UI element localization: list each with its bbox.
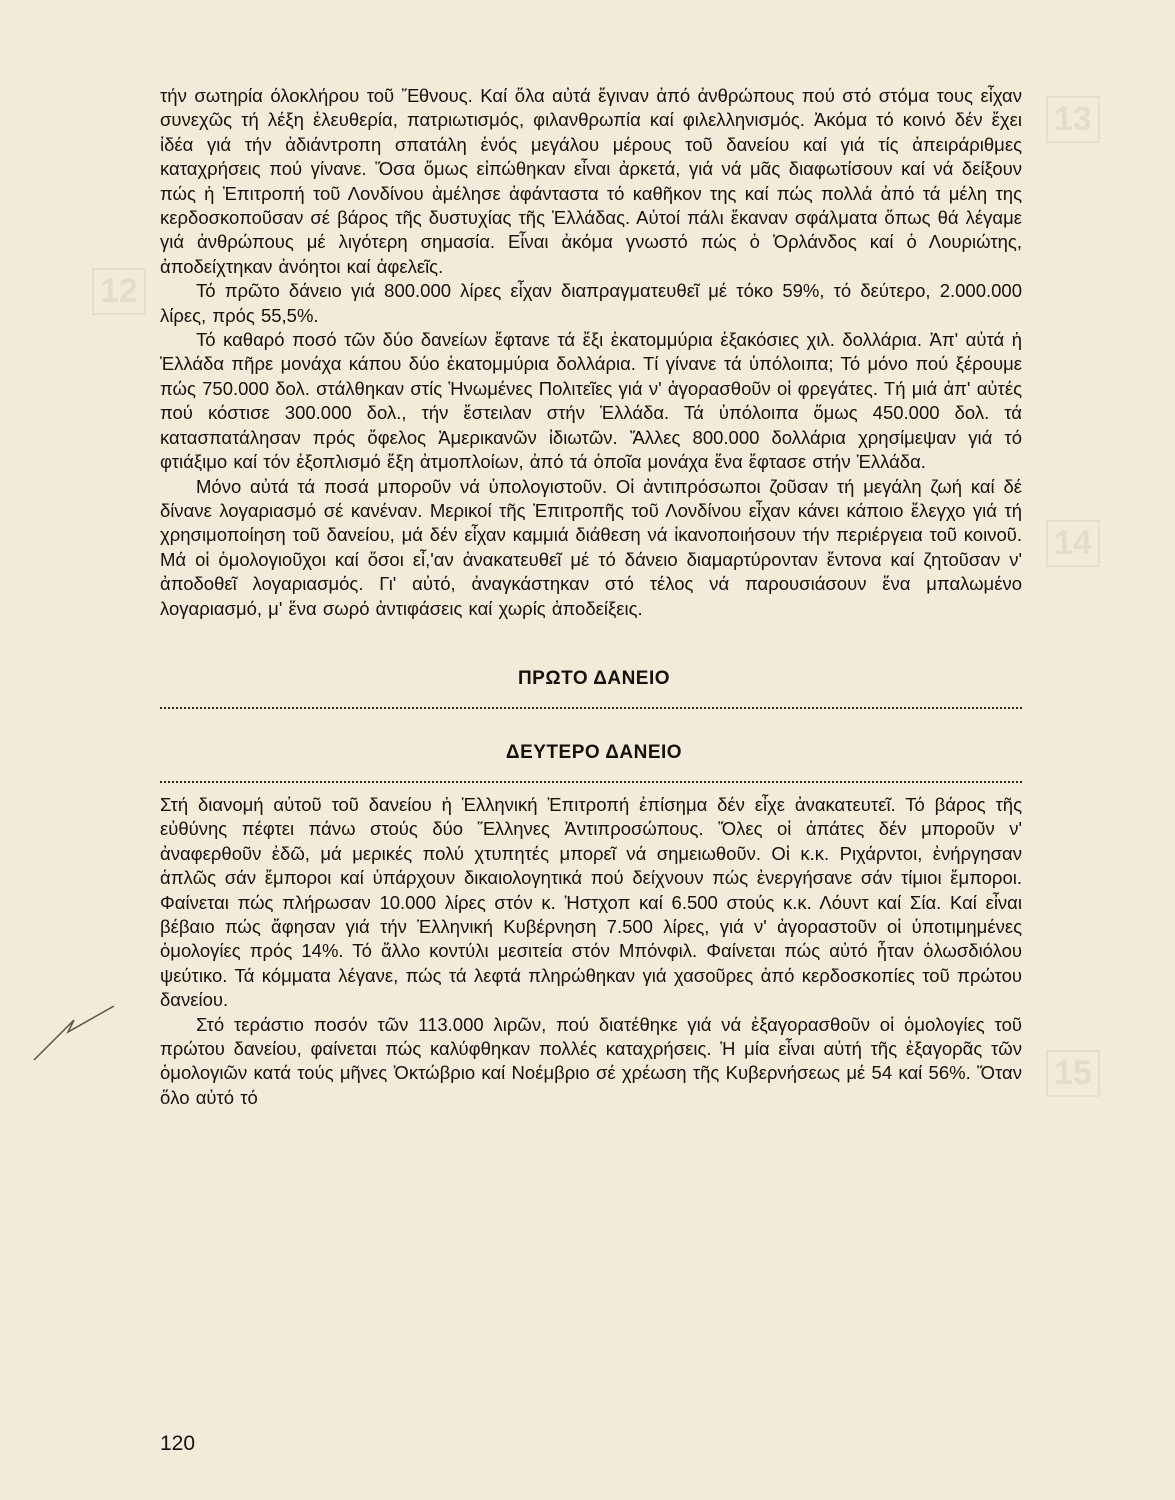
paragraph: τήν σωτηρία όλοκλήρου τοῦ Ἔθνους. Καί ὅλα αὐτά ἔγιναν ἀπό ἀνθρώπους πού στό στόμα τους εἶχαν συνεχῶς τή λέξη ἐλευθερία, πατριωτισμός, φιλανθρωπία καί φιλελληνισμός. Ἀκόμα τό κοινό δέν ἔχει ἰδέα γιά τήν ἀδιάντροπη σπατάλη ἑνός μεγάλου μέρους τοῦ δανείου καί γιά τίς ἀπειράριθμες καταχρήσεις πού γίνανε. Ὅσα ὅμως εἰπώθηκαν εἶναι ἀρκετά, γιά νά μᾶς διαφωτίσουν καί νά δείξουν πώς ἡ Ἐπιτροπή τοῦ Λονδίνου ἀμέλησε ἀφάνταστα τό καθῆκον της καί πώς πολλά ἀπό τά μέλη της κερδοσκοποῦσαν σέ βάρος τῆς δυστυχίας τῆς Ἑλλάδας. Αὐτοί πάλι ἔκαναν σφάλματα ὅπως θά λέγαμε γιά ἀνθρώπους μέ λιγότερη σημασία. Εἶναι ἀκόμα γνωστό πώς ὁ Ὀρλάνδος καί ὁ Λουριώτης, ἀποδείχτηκαν ἀνόητοι καί ἀφελεῖς.: [160, 85, 1022, 277]
section-heading: ΔΕΥΤΕΡΟ ΔΑΝΕΙΟ: [505, 741, 683, 763]
text-body: [160, 84, 1022, 1110]
section-heading: ΠΡΩΤΟ ΔΑΝΕΙΟ: [517, 667, 671, 689]
paragraph: Στή διανομή αὐτοῦ τοῦ δανείου ἡ Ἑλληνική Ἐπιτροπή ἐπίσημα δέν εἶχε ἀνακατευτεῖ. Τό βάρος τῆς εὐθύνης πέφτει πάνω στούς δύο Ἕλληνες Ἀντιπροσώπους. Ὅλες οἱ ἀπάτες δέν μποροῦν ν' ἀναφερθοῦν ἐδῶ, μά μερικές πολύ χτυπητές μπορεῖ νά σημειωθοῦν. Οἱ κ.κ. Ριχάρντοι, ἐνήργησαν ἁπλῶς σάν ἔμποροι καί ὑπάρχουν δικαιολογητικά πού δείχνουν πώς ἐνεργήσανε σάν τίμιοι ἔμποροι. Φαίνεται πώς πλήρωσαν 10.000 λίρες στόν κ. Ἠστχοπ καί 6.500 στούς κ.κ. Λόυντ καί Σία. Καί εἶναι βέβαιο πώς ἄφησαν γιά τήν Ἑλληνική Κυβέρνηση 7.500 λίρες, γιά ν' ἀγοραστοῦν οἱ ὑποτιμημένες ὁμολογίες πρός 14%. Τό ἄλλο κοντύλι μεσιτεία στόν Μπόνφιλ. Φαίνεται πώς αὐτό ἦταν ὁλωσδιόλου ψεύτικο. Τά κόμματα λέγανε, πώς τά λεφτά πληρώθηκαν γιά χασοῦρες ἀπό κερδοσκοπίες τοῦ πρώτου δανείου.: [160, 793, 1022, 1011]
dotted-divider: [160, 707, 1022, 709]
paragraph: Στό τεράστιο ποσόν τῶν 113.000 λιρῶν, πού διατέθηκε γιά νά ἐξαγορασθοῦν οἱ ὁμολογίες τοῦ πρώτου δανείου, φαίνεται πώς καλύφθηκαν πολλές καταχρήσεις. Ἡ μία εἶναι αὐτή τῆς ἐξαγορᾶς τῶν ὁμολογιῶν κατά τούς μῆνες Ὀκτώβριο καί Νοέμβριο σέ χρέωση τῆς Κυβερνήσεως μέ 54 καί 56%. Ὅταν ὅλο αὐτό τό: [160, 1013, 1022, 1108]
page-number: 120: [160, 1432, 196, 1455]
pen-mark-icon: [30, 1000, 120, 1090]
bleed-through-number: 14: [1046, 520, 1100, 567]
paragraph: Τό πρῶτο δάνειο γιά 800.000 λίρες εἶχαν διαπραγματευθεῖ μέ τόκο 59%, τό δεύτερο, 2.000.000 λίρες, πρός 55,5%.: [160, 280, 1022, 326]
section-first-loan: [160, 667, 1022, 709]
bleed-through-number: 12: [92, 268, 146, 315]
bleed-through-number: 13: [1046, 96, 1100, 143]
bleed-through-number: 15: [1046, 1050, 1100, 1097]
paragraph: Μόνο αὐτά τά ποσά μποροῦν νά ὑπολογιστοῦν. Οἱ ἀντιπρόσωποι ζοῦσαν τή μεγάλη ζωή καί δέ δίνανε λογαριασμό σέ κανέναν. Μερικοί τῆς Ἐπιτροπῆς τοῦ Λονδίνου εἶχαν κάνει κάποιο ἔλεγχο γιά τή χρησιμοποίηση τοῦ δανείου, μά δέν εἶχαν καμμιά διάθεση νά ἰκανοποιήσουν τήν περιέργεια τοῦ κοινοῦ. Μά οἱ ὁμολογιοῦχοι καί ὅσοι εἶ,'αν ἀνακατευθεῖ μέ τό δάνειο διαμαρτύρονταν ἔντονα καί ζητοῦσαν ν' ἀποδοθεῖ λογαριασμός. Γι' αὐτό, ἀναγκάστηκαν στό τέλος νά παρουσιάσουν ἕνα μπαλωμένο λογαριασμό, μ' ἕνα σωρό ἀντιφάσεις καί χωρίς ἀποδείξεις.: [160, 475, 1022, 619]
section-second-loan: [160, 741, 1022, 783]
paragraph: Τό καθαρό ποσό τῶν δύο δανείων ἔφτανε τά ἔξι ἑκατομμύρια ἑξακόσιες χιλ. δολλάρια. Ἀπ' αὐτά ἡ Ἑλλάδα πῆρε μονάχα κάπου δύο ἑκατομμύρια δολλάρια. Τί γίνανε τά ὑπόλοιπα; Τό μόνο πού ξέρουμε πώς 750.000 δολ. στάλθηκαν στίς Ἡνωμένες Πολιτεῖες γιά ν' ἀγορασθοῦν οἱ φρεγάτες. Τή μιά ἀπ' αὐτές πού κόστισε 300.000 δολ., τήν ἔστειλαν στήν Ἑλλάδα. Τά ὑπόλοιπα ὅμως 450.000 δολ. τά κατασπατάλησαν πρός ὄφελος Ἀμερικανῶν ἰδιωτῶν. Ἄλλες 800.000 δολλάρια χρησίμεψαν γιά τό φτιάξιμο καί τόν ἐξοπλισμό ἔξη ἀτμοπλοίων, ἀπό τά ὁποῖα μονάχα ἕνα ἔφτασε στήν Ἑλλάδα.: [160, 329, 1022, 473]
